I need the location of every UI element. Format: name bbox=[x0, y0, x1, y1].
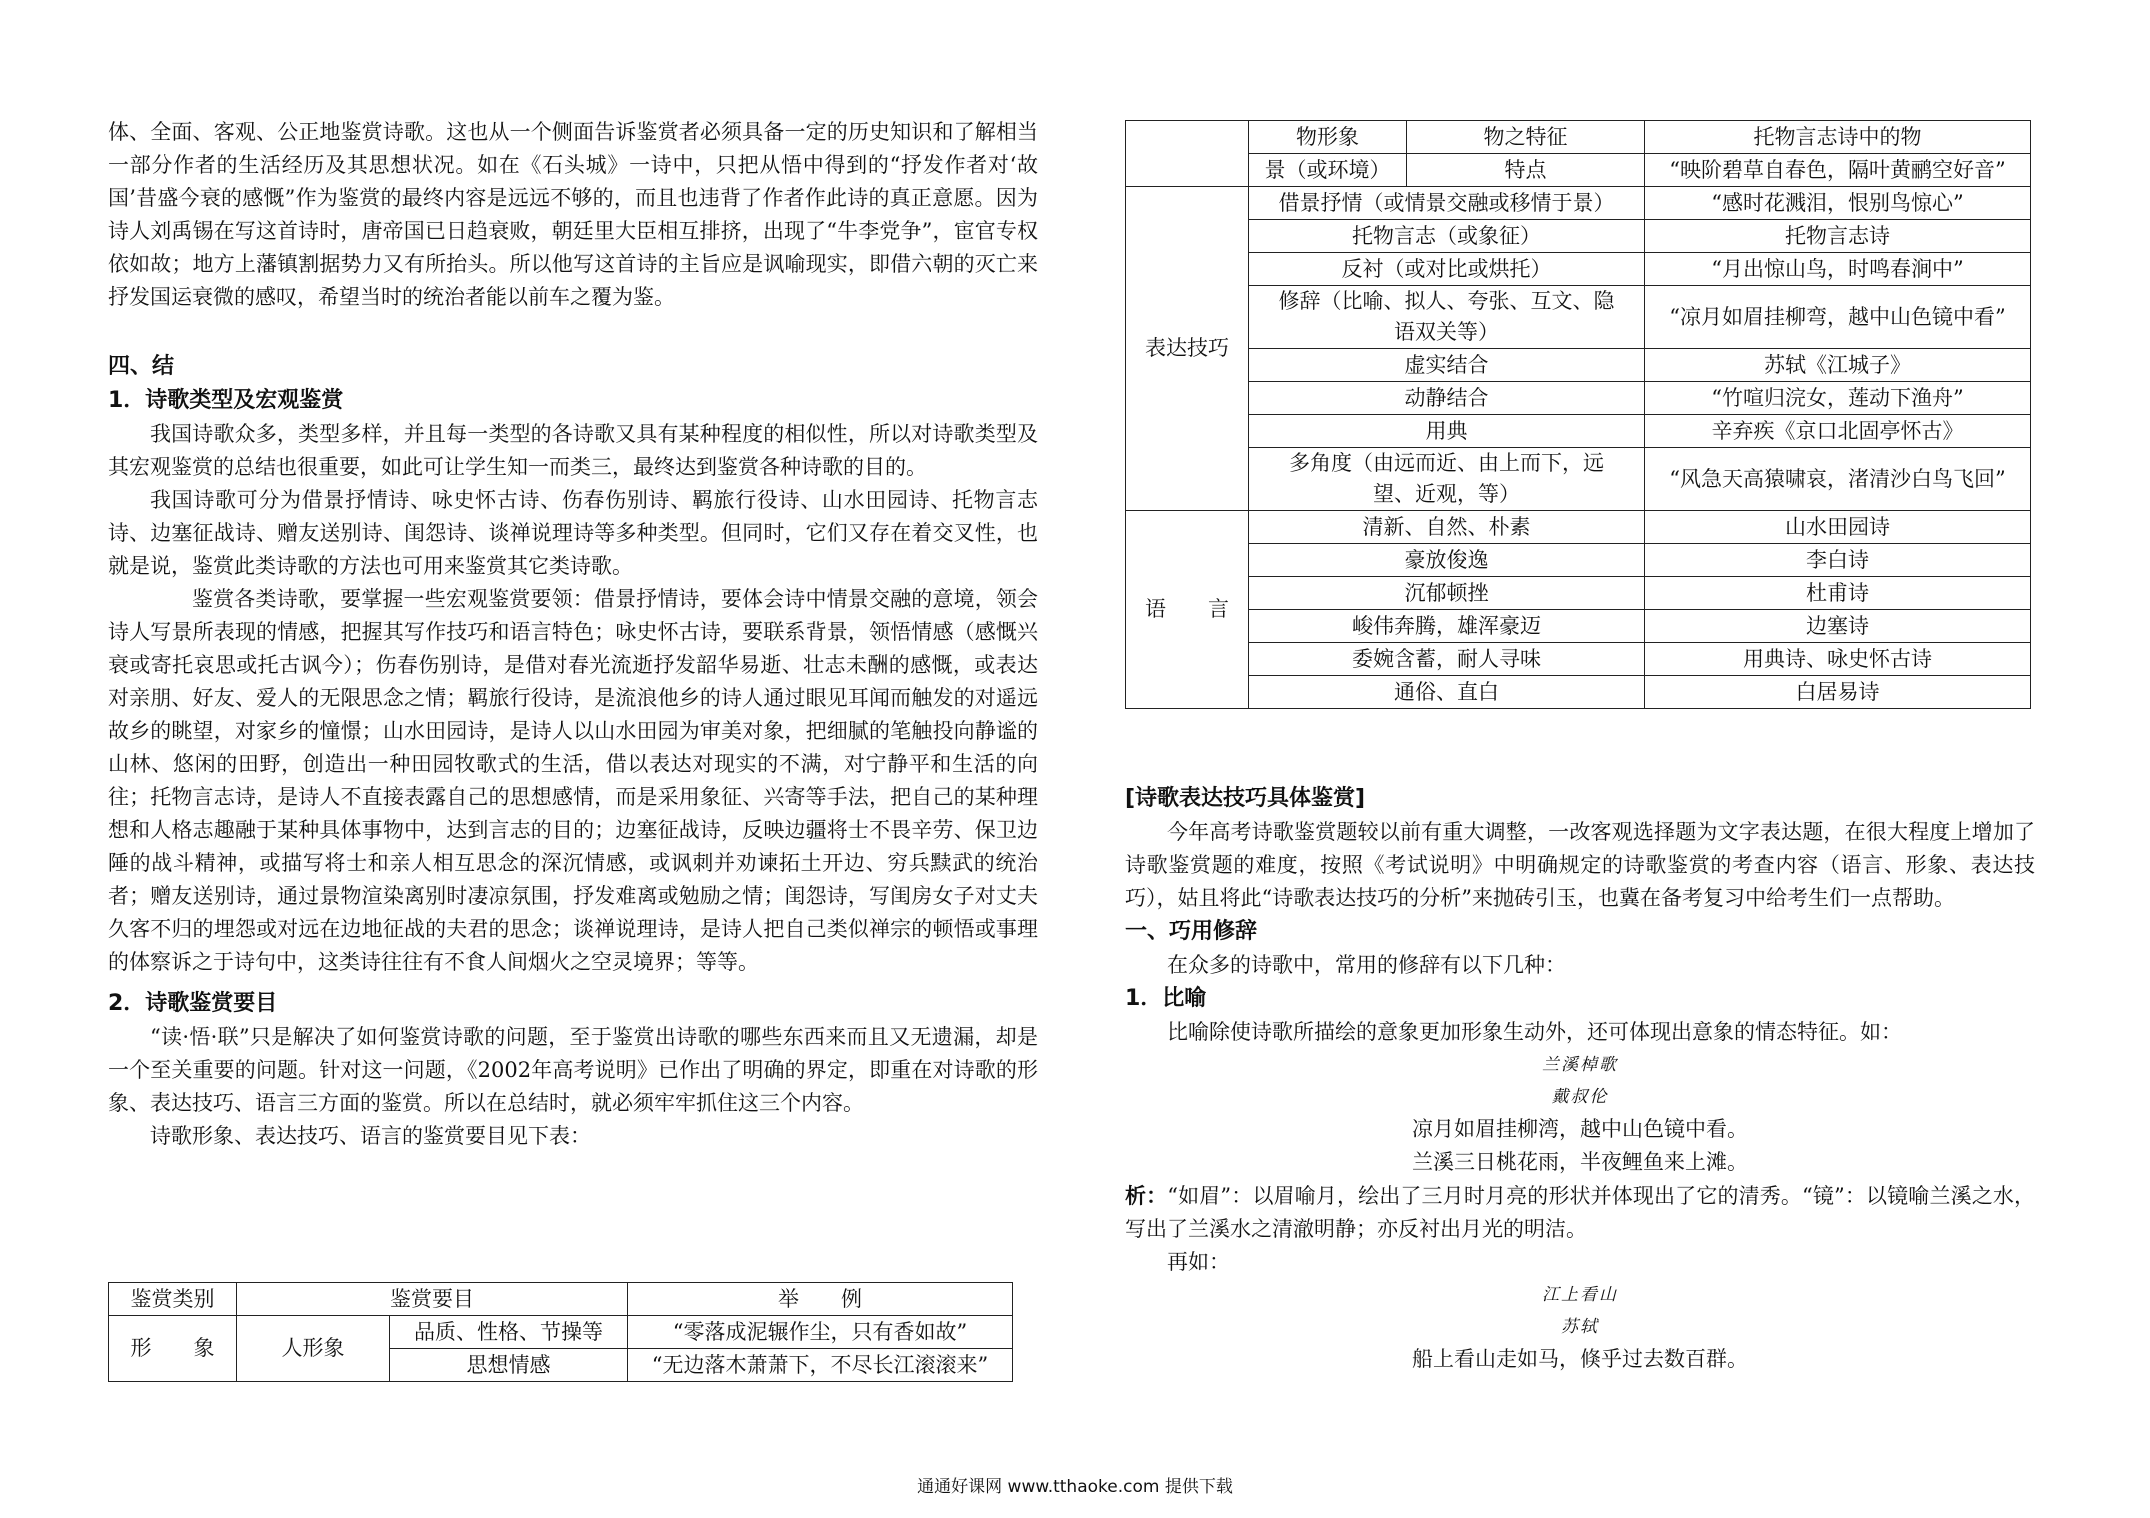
paragraph: 在众多的诗歌中，常用的修辞有以下几种： bbox=[1167, 953, 1566, 977]
table-row bbox=[1126, 610, 2031, 643]
appreciation-table-part1 bbox=[108, 1282, 1013, 1382]
table-cell: 托物言志诗中的物 bbox=[1645, 121, 2031, 154]
table-row bbox=[109, 1283, 1013, 1316]
poem-author: 戴叔伦 bbox=[1551, 1087, 1609, 1107]
table-cell: 品质、性格、节操等 bbox=[390, 1316, 628, 1349]
table-cell: 反衬（或对比或烘托） bbox=[1249, 253, 1645, 286]
table-row bbox=[1126, 676, 2031, 709]
intro-paragraph: 体、全面、客观、公正地鉴赏诗歌。这也从一个侧面告诉鉴赏者必须具备一定的历史知识和了解相当一部分作者的生活经历及其思想状况。如在《石头城》一诗中，只把从悟中得到的“抒发作者对‘故国’昔盛今衰的感慨”作为鉴赏的最终内容是远远不够的，而且也违背了作者作此诗的真正意愿。因为诗人刘禹锡在写这首诗时，唐帝国已日趋衰败，朝廷里大臣相互排挤，出现了“牛李党争”，宦官专权依如故；地方上藩镇割据势力又有所抬头。所以他写这首诗的主旨应是讽喻现实，即借六朝的灭亡来抒发国运衰微的感叹，希望当时的统治者能以前车之覆为鉴。 bbox=[108, 120, 1038, 309]
table-row bbox=[1126, 448, 2031, 511]
table-row bbox=[1126, 187, 2031, 220]
analysis-paragraph bbox=[1125, 1179, 2035, 1246]
table-cell: 边塞诗 bbox=[1645, 610, 2031, 643]
paragraph: 我国诗歌众多，类型多样，并且每一类型的各诗歌又具有某种程度的相似性，所以对诗歌类型及其宏观鉴赏的总结也很重要，如此可让学生知一而类三，最终达到鉴赏各种诗歌的目的。 bbox=[108, 422, 1038, 479]
table-row bbox=[1126, 643, 2031, 676]
table-cell: 沉郁顿挫 bbox=[1249, 577, 1645, 610]
table-cell: “零落成泥辗作尘，只有香如故” bbox=[628, 1316, 1013, 1349]
analysis-label: 析： bbox=[1125, 1183, 1168, 1208]
right-column bbox=[1125, 782, 2035, 1376]
table-cell: 鉴赏要目 bbox=[237, 1283, 628, 1316]
table-cell: 人形象 bbox=[237, 1316, 390, 1382]
poem-line: 船上看山走如马，倏乎过去数百群。 bbox=[1412, 1347, 1748, 1371]
poem-author: 苏轼 bbox=[1561, 1317, 1599, 1337]
table-row bbox=[1126, 286, 2031, 349]
table-cell: 物之特征 bbox=[1407, 121, 1645, 154]
table-cell: “风急天高猿啸哀，渚清沙白鸟飞回” bbox=[1645, 448, 2031, 511]
table-cell: 举 例 bbox=[628, 1283, 1013, 1316]
paragraph: 鉴赏各类诗歌，要掌握一些宏观鉴赏要领：借景抒情诗，要体会诗中情景交融的意境，领会诗人写景所表现的情感，把握其写作技巧和语言特色；咏史怀古诗，要联系背景，领悟情感（感慨兴衰或寄托哀思或托古讽今）；伤春伤别诗，是借对春光流逝抒发韶华易逝、壮志未酬的感慨，或表达对亲朋、好友、爱人的无限思念之情；羁旅行役诗，是流浪他乡的诗人通过眼见耳闻而触发的对遥远故乡的眺望，对家乡的憧憬；山水田园诗，是诗人以山水田园为审美对象，把细腻的笔触投向静谧的山林、悠闲的田野，创造出一种田园牧歌式的生活，借以表达对现实的不满，对宁静平和生活的向往；托物言志诗，是诗人不直接表露自己的思想感情，而是采用象征、兴寄等手法，把自己的某种理想和人格志趣融于某种具体事物中，达到言志的目的；边塞征战诗，反映边疆将士不畏辛劳、保卫边陲的战斗精神，或描写将士和亲人相互思念的深沉情感，或讽刺并劝谏拓土开边、穷兵黩武的统治者；赠友送别诗，通过景物渲染离别时凄凉氛围，抒发难离或勉励之情；闺怨诗，写闺房女子对丈夫久客不归的埋怨或对远在边地征战的夫君的思念；谈禅说理诗，是诗人把自己类似禅宗的顿悟或事理的体察诉之于诗句中，这类诗往往有不食人间烟火之空灵境界；等等。 bbox=[108, 587, 1038, 974]
table-cell: 景（或环境） bbox=[1249, 154, 1407, 187]
table-cell: 峻伟奔腾，雄浑豪迈 bbox=[1249, 610, 1645, 643]
table-cell: 思想情感 bbox=[390, 1349, 628, 1382]
appreciation-table-part2 bbox=[1125, 120, 2031, 709]
poem-title: 江上看山 bbox=[1542, 1285, 1618, 1305]
table-row bbox=[1126, 154, 2031, 187]
table-cell: 杜甫诗 bbox=[1645, 577, 2031, 610]
table-row bbox=[1126, 544, 2031, 577]
subsection-heading: 一、巧用修辞 bbox=[1125, 919, 1258, 944]
table-cell: 鉴赏类别 bbox=[109, 1283, 237, 1316]
table-cell: 通俗、直白 bbox=[1249, 676, 1645, 709]
table-intro: 诗歌形象、表达技巧、语言的鉴赏要目见下表： bbox=[150, 1124, 591, 1148]
table-cell bbox=[1126, 154, 1249, 187]
table-cell: 用典 bbox=[1249, 415, 1645, 448]
table-cell: 辛弃疾《京口北固亭怀古》 bbox=[1645, 415, 2031, 448]
analysis-text: “如眉”：以眉喻月，绘出了三月时月亮的形状并体现出了它的清秀。“镜”：以镜喻兰溪之水，写出了兰溪水之清澈明静；亦反衬出月光的明洁。 bbox=[1125, 1184, 2035, 1241]
table-cell: 清新、自然、朴素 bbox=[1249, 511, 1645, 544]
table-cell: “凉月如眉挂柳弯，越中山色镜中看” bbox=[1645, 286, 2031, 349]
subsection-heading: 1．比喻 bbox=[1125, 986, 1207, 1011]
table-cell: 动静结合 bbox=[1249, 382, 1645, 415]
table-row bbox=[1126, 511, 2031, 544]
table-row bbox=[1126, 121, 2031, 154]
table-cell: 特点 bbox=[1407, 154, 1645, 187]
table-row bbox=[1126, 382, 2031, 415]
subsection-heading-2: 2．诗歌鉴赏要目 bbox=[108, 991, 278, 1016]
table-cell: 形 象 bbox=[109, 1316, 237, 1382]
table-cell: 虚实结合 bbox=[1249, 349, 1645, 382]
poem-line: 凉月如眉挂柳湾，越中山色镜中看。 bbox=[1412, 1117, 1748, 1141]
paragraph: 今年高考诗歌鉴赏题较以前有重大调整，一改客观选择题为文字表达题，在很大程度上增加了诗歌鉴赏题的难度，按照《考试说明》中明确规定的诗歌鉴赏的考查内容（语言、形象、表达技巧），姑且将此“诗歌表达技巧的分析”来抛砖引玉，也冀在备考复习中给考生们一点帮助。 bbox=[1125, 820, 2035, 910]
page-footer: 通通好课网 www.tthaoke.com 提供下载 bbox=[917, 1477, 1233, 1497]
paragraph: 我国诗歌可分为借景抒情诗、咏史怀古诗、伤春伤别诗、羁旅行役诗、山水田园诗、托物言志诗、边塞征战诗、赠友送别诗、闺怨诗、谈禅说理诗等多种类型。但同时，它们又存在着交叉性，也就是说，鉴赏此类诗歌的方法也可用来鉴赏其它类诗歌。 bbox=[108, 488, 1038, 578]
poem-line: 兰溪三日桃花雨，半夜鲤鱼来上滩。 bbox=[1412, 1150, 1748, 1174]
table-cell: 白居易诗 bbox=[1645, 676, 2031, 709]
table-cell bbox=[1126, 121, 1249, 154]
subsection-heading-1: 1．诗歌类型及宏观鉴赏 bbox=[108, 388, 344, 413]
table-cell: 李白诗 bbox=[1645, 544, 2031, 577]
table-cell: 物形象 bbox=[1249, 121, 1407, 154]
table-row bbox=[1126, 220, 2031, 253]
table-cell: 托物言志诗 bbox=[1645, 220, 2031, 253]
table-cell: “映阶碧草自春色，隔叶黄鹂空好音” bbox=[1645, 154, 2031, 187]
table-cell: 修辞（比喻、拟人、夸张、互文、隐语双关等） bbox=[1249, 286, 1645, 349]
table-cell: “竹喧归浣女，莲动下渔舟” bbox=[1645, 382, 2031, 415]
table-cell: 苏轼《江城子》 bbox=[1645, 349, 2031, 382]
table-cell: 表达技巧 bbox=[1126, 187, 1249, 511]
table-row bbox=[1126, 349, 2031, 382]
table-cell: “无边落木萧萧下，不尽长江滚滚来” bbox=[628, 1349, 1013, 1382]
table-cell: “月出惊山鸟，时鸣春涧中” bbox=[1645, 253, 2031, 286]
left-column bbox=[108, 0, 1038, 1153]
table-cell: 豪放俊逸 bbox=[1249, 544, 1645, 577]
table-cell: 委婉含蓄，耐人寻味 bbox=[1249, 643, 1645, 676]
table-cell: 山水田园诗 bbox=[1645, 511, 2031, 544]
table-row bbox=[1126, 577, 2031, 610]
table-cell: 多角度（由远而近、由上而下，远望、近观，等） bbox=[1249, 448, 1645, 511]
table-cell: 托物言志（或象征） bbox=[1249, 220, 1645, 253]
table-row bbox=[1126, 253, 2031, 286]
paragraph: 比喻除使诗歌所描绘的意象更加形象生动外，还可体现出意象的情态特征。如： bbox=[1167, 1020, 1902, 1044]
paragraph: “读·悟·联”只是解决了如何鉴赏诗歌的问题，至于鉴赏出诗歌的哪些东西来而且又无遗漏，却是一个至关重要的问题。针对这一问题，《2002年高考说明》已作出了明确的界定，即重在对诗歌的形象、表达技巧、语言三方面的鉴赏。所以在总结时，就必须牢牢抓住这三个内容。 bbox=[108, 1025, 1038, 1115]
paragraph: 再如： bbox=[1167, 1250, 1230, 1274]
poem-title: 兰溪棹歌 bbox=[1542, 1055, 1618, 1075]
table-cell: 借景抒情（或情景交融或移情于景） bbox=[1249, 187, 1645, 220]
table-row bbox=[1126, 415, 2031, 448]
section-heading: 四、结 bbox=[108, 354, 175, 379]
table-cell: 用典诗、咏史怀古诗 bbox=[1645, 643, 2031, 676]
table-cell: “感时花溅泪，恨别鸟惊心” bbox=[1645, 187, 2031, 220]
table-cell: 语 言 bbox=[1126, 511, 1249, 709]
table-row bbox=[109, 1316, 1013, 1349]
section-heading-right: [诗歌表达技巧具体鉴赏] bbox=[1125, 786, 1366, 811]
